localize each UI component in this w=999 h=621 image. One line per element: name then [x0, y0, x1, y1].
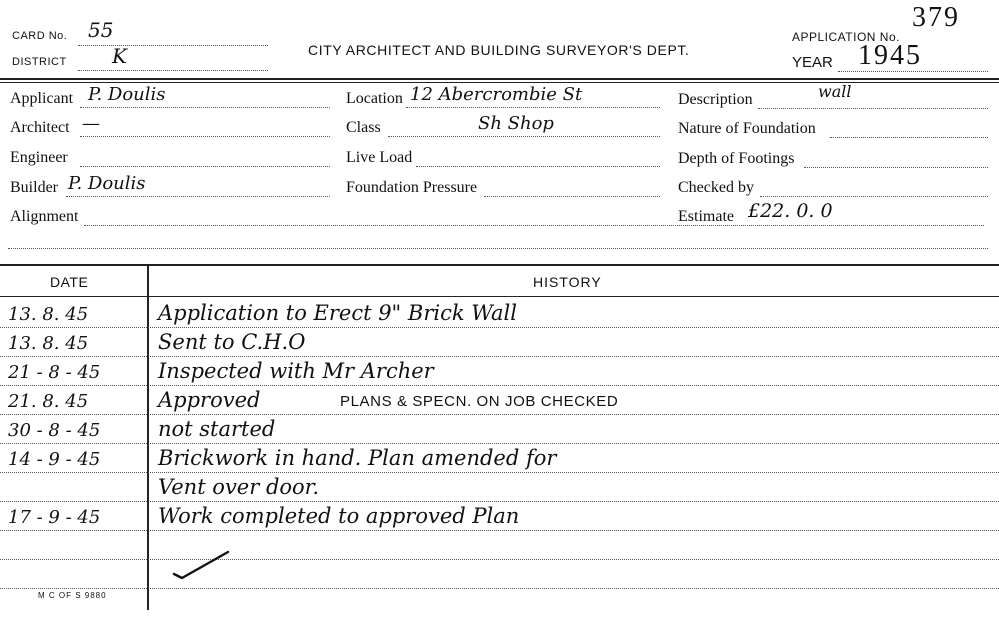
row-date: 21 - 8 - 45	[8, 362, 101, 383]
row-rule	[0, 414, 999, 415]
alignment-label: Alignment	[10, 208, 79, 225]
row-date: 13. 8. 45	[8, 333, 89, 354]
year-label: YEAR	[792, 54, 833, 71]
year-value: 1945	[858, 40, 922, 71]
row-entry: Work completed to approved Plan	[158, 504, 520, 528]
row-rule	[0, 327, 999, 328]
row-entry: Vent over door.	[158, 475, 320, 499]
class-label: Class	[346, 119, 381, 136]
foundation-pressure-label: Foundation Pressure	[346, 179, 478, 196]
row-entry: Approved	[158, 388, 261, 412]
row-entry: Sent to C.H.O	[158, 330, 306, 354]
applicant-label: Applicant	[10, 90, 74, 107]
depth-of-footings-label: Depth of Footings	[678, 150, 795, 167]
architect-value: —	[82, 113, 100, 134]
row-entry: Brickwork in hand. Plan amended for	[158, 446, 557, 470]
row-entry: not started	[158, 417, 276, 441]
live-load-label: Live Load	[346, 149, 413, 166]
application-no-label: APPLICATION No.	[792, 30, 900, 44]
row-rule	[0, 501, 999, 502]
district-value: K	[112, 44, 127, 68]
location-value: 12 Abercrombie St	[410, 84, 583, 105]
row-date: 14 - 9 - 45	[8, 449, 101, 470]
builder-value: P. Doulis	[68, 173, 146, 194]
checked-by-label: Checked by	[678, 179, 754, 196]
row-entry: Inspected with Mr Archer	[158, 359, 434, 383]
estimate-value: £22. 0. 0	[748, 200, 833, 222]
row-date: 30 - 8 - 45	[8, 420, 101, 441]
architect-label: Architect	[10, 119, 70, 136]
row-rule	[0, 472, 999, 473]
card-no-value: 55	[88, 18, 114, 42]
applicant-value: P. Doulis	[88, 84, 166, 105]
row-rule	[0, 559, 999, 560]
row-date: 17 - 9 - 45	[8, 507, 101, 528]
builder-label: Builder	[10, 179, 58, 196]
row-date: 21. 8. 45	[8, 391, 89, 412]
row-date: 13. 8. 45	[8, 304, 89, 325]
estimate-label: Estimate	[678, 208, 734, 225]
row-rule	[0, 356, 999, 357]
engineer-label: Engineer	[10, 149, 68, 166]
row-rule	[0, 588, 999, 589]
row-rule	[0, 385, 999, 386]
description-value: wall	[818, 82, 852, 101]
card-no-label: CARD No.	[12, 30, 68, 42]
row-entry: Application to Erect 9" Brick Wall	[158, 301, 517, 325]
location-label: Location	[346, 90, 403, 107]
history-column-header: HISTORY	[533, 274, 602, 290]
district-label: DISTRICT	[12, 56, 67, 68]
nature-of-foundation-label: Nature of Foundation	[678, 120, 816, 137]
date-column-header: DATE	[50, 274, 89, 290]
form-code: M C OF S 9880	[38, 591, 107, 600]
description-label: Description	[678, 91, 753, 108]
application-no-value: 379	[912, 2, 960, 33]
row-rule	[0, 530, 999, 531]
class-value: Sh Shop	[478, 113, 554, 134]
row-rule	[0, 443, 999, 444]
row-stamp: PLANS & SPECN. ON JOB CHECKED	[340, 393, 619, 410]
department-title: CITY ARCHITECT AND BUILDING SURVEYOR'S DEPT.	[308, 42, 690, 58]
check-mark-icon	[168, 548, 238, 588]
